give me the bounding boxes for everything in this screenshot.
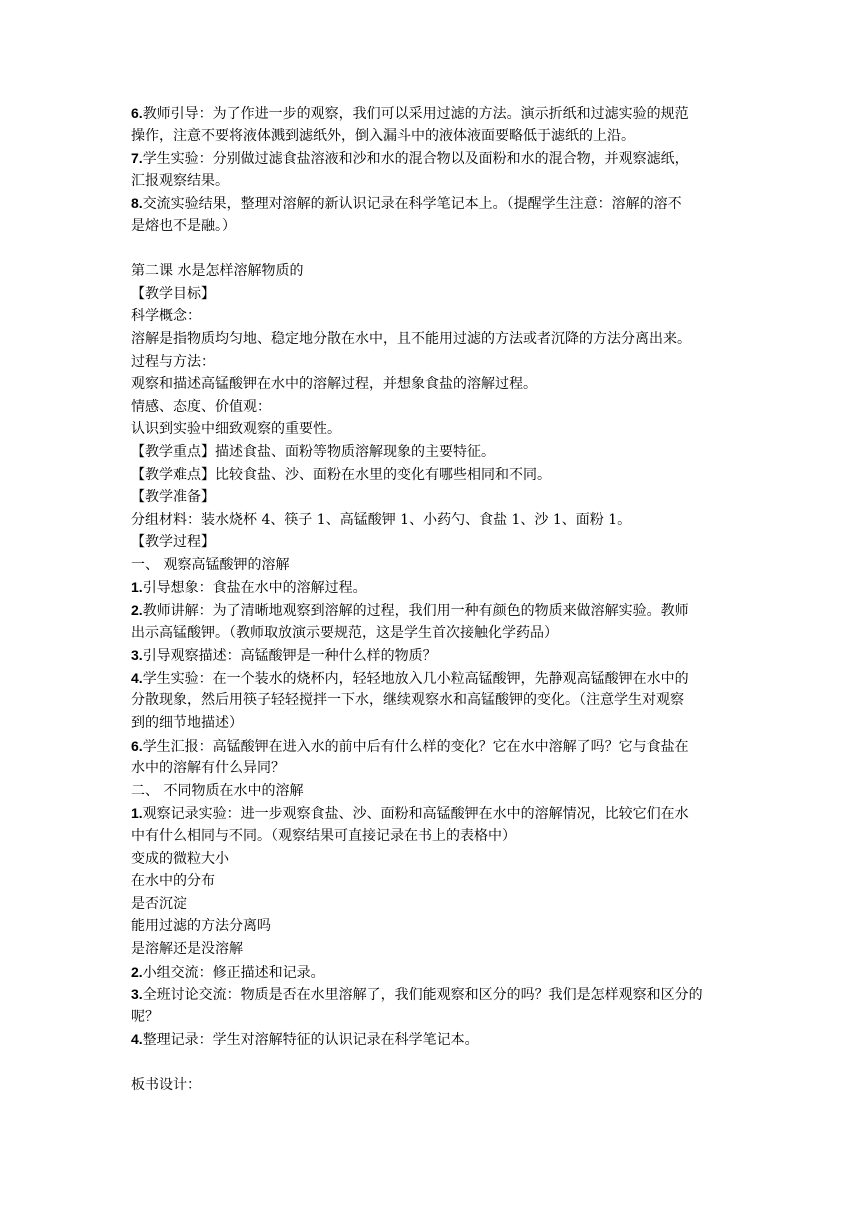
line-text: 引导想象：食盐在水中的溶解过程。 — [142, 580, 367, 597]
line-text: 学生实验：分别做过滤食盐溶液和沙和水的混合物以及面粉和水的混合物，并观察滤纸， — [142, 151, 689, 168]
line-text: 交流实验结果，整理对溶解的新认识记录在科学笔记本上。（提醒学生注意：溶解的溶不 — [142, 196, 682, 213]
step-number: 4. — [131, 669, 143, 686]
text-line — [131, 644, 731, 667]
text-line — [131, 464, 731, 487]
line-text: 【教学准备】 — [131, 489, 215, 506]
line-text: 【教学目标】 — [131, 285, 215, 302]
text-line — [131, 102, 731, 125]
line-text: 变成的微粒大小 — [131, 850, 229, 867]
line-text: 全班讨论交流：物质是否在水里溶解了，我们能观察和区分的吗？我们是怎样观察和区分的 — [142, 987, 703, 1004]
text-line — [131, 192, 731, 215]
line-text: 教师引导：为了作进一步的观察，我们可以采用过滤的方法。演示折纸和过滤实验的规范 — [142, 106, 689, 122]
step-number: 2. — [131, 602, 143, 619]
line-text: 【教学难点】比较食盐、沙、面粉在水里的变化有哪些相同和不同。 — [131, 466, 551, 483]
line-text: 【教学过程】 — [131, 534, 215, 551]
line-text: 是熔也不是融。） — [131, 217, 236, 234]
text-line — [131, 441, 731, 464]
text-line — [131, 735, 731, 758]
text-line — [131, 983, 731, 1006]
text-line — [131, 712, 731, 735]
line-text: 中有什么相同与不同。（观察结果可直接记录在书上的表格中） — [131, 828, 516, 844]
text-line — [131, 283, 731, 306]
line-text: 过程与方法： — [131, 353, 215, 370]
text-line — [131, 915, 731, 938]
line-text: 【教学重点】描述食盐、面粉等物质溶解现象的主要特征。 — [131, 443, 495, 460]
step-number: 3. — [131, 986, 143, 1003]
line-text: 学生实验：在一个装水的烧杯内，轻轻地放入几小粒高锰酸钾，先静观高锰酸钾在水中的 — [142, 670, 689, 687]
text-line — [131, 486, 731, 509]
step-number: 2. — [131, 963, 143, 980]
document-page — [131, 102, 731, 1096]
text-line — [131, 147, 731, 170]
text-line — [131, 373, 731, 396]
text-line — [131, 170, 731, 193]
text-line — [131, 351, 731, 374]
line-text: 在水中的分布 — [131, 873, 215, 890]
step-number: 1. — [131, 805, 143, 822]
text-line — [131, 260, 731, 283]
text-line — [131, 825, 731, 848]
line-text: 出示高锰酸钾。（教师取放演示要规范，这是学生首次接触化学药品） — [131, 624, 558, 641]
text-line — [131, 305, 731, 328]
text-line — [131, 689, 731, 712]
line-text: 呢？ — [131, 1008, 159, 1025]
step-number: 8. — [131, 195, 143, 212]
text-line — [131, 848, 731, 871]
text-line — [131, 509, 731, 532]
step-number: 4. — [131, 1031, 143, 1048]
line-text: 汇报观察结果。 — [131, 172, 229, 189]
line-text: 板书设计： — [131, 1076, 201, 1093]
text-line — [131, 780, 731, 803]
line-text: 教师讲解：为了清晰地观察到溶解的过程，我们用一种有颜色的物质来做溶解实验。教师 — [142, 603, 689, 620]
line-text: 一、 观察高锰酸钾的溶解 — [131, 556, 290, 573]
step-number: 7. — [131, 150, 143, 167]
text-line — [131, 622, 731, 645]
blank-line — [131, 238, 731, 261]
text-line — [131, 396, 731, 419]
line-text: 观察记录实验：进一步观察食盐、沙、面粉和高锰酸钾在水中的溶解情况，比较它们在水 — [142, 806, 689, 823]
line-text: 认识到实验中细致观察的重要性。 — [131, 421, 341, 438]
line-text: 分散现象，然后用筷子轻轻搅拌一下水，继续观察水和高锰酸钾的变化。（注意学生对观察 — [131, 692, 684, 709]
text-line — [131, 1028, 731, 1051]
line-text: 是否沉淀 — [131, 895, 187, 912]
text-line — [131, 328, 731, 351]
step-number: 6. — [131, 105, 143, 121]
step-number: 1. — [131, 579, 143, 596]
text-line — [131, 667, 731, 690]
text-line — [131, 938, 731, 961]
text-line — [131, 531, 731, 554]
text-line — [131, 893, 731, 916]
line-text: 第二课 水是怎样溶解物质的 — [131, 263, 304, 280]
step-number: 6. — [131, 737, 143, 754]
text-line — [131, 554, 731, 577]
text-line — [131, 802, 731, 825]
text-line — [131, 215, 731, 238]
line-text: 小组交流：修正描述和记录。 — [142, 964, 325, 981]
line-text: 科学概念： — [131, 308, 201, 325]
text-line — [131, 599, 731, 622]
step-number: 3. — [131, 647, 143, 664]
text-line — [131, 418, 731, 441]
blank-line — [131, 1051, 731, 1074]
line-text: 操作，注意不要将液体溅到滤纸外，倒入漏斗中的液体液面要略低于滤纸的上沿。 — [131, 127, 635, 144]
text-line — [131, 576, 731, 599]
text-line — [131, 1006, 731, 1029]
line-text: 能用过滤的方法分离吗 — [131, 918, 271, 935]
text-line — [131, 125, 731, 148]
line-text: 水中的溶解有什么异同？ — [131, 760, 285, 777]
line-text: 学生汇报：高锰酸钾在进入水的前中后有什么样的变化？它在水中溶解了吗？它与食盐在 — [142, 738, 689, 755]
line-text: 情感、态度、价值观： — [131, 398, 271, 415]
text-line — [131, 961, 731, 984]
line-text: 分组材料：装水烧杯 4、筷子 1、高锰酸钾 1、小药勺、食盐 1、沙 1、面粉 1。 — [131, 511, 632, 528]
line-text: 整理记录：学生对溶解特征的认识记录在科学笔记本。 — [142, 1032, 479, 1049]
line-text: 到的细节地描述） — [131, 715, 243, 732]
line-text: 溶解是指物质均匀地、稳定地分散在水中，且不能用过滤的方法或者沉降的方法分离出来。 — [131, 330, 691, 347]
text-line — [131, 757, 731, 780]
line-text: 观察和描述高锰酸钾在水中的溶解过程，并想象食盐的溶解过程。 — [131, 376, 537, 393]
line-text: 是溶解还是没溶解 — [131, 940, 243, 957]
line-text: 引导观察描述：高锰酸钾是一种什么样的物质？ — [142, 648, 437, 665]
line-text: 二、 不同物质在水中的溶解 — [131, 782, 304, 799]
text-line — [131, 870, 731, 893]
text-line — [131, 1074, 731, 1097]
